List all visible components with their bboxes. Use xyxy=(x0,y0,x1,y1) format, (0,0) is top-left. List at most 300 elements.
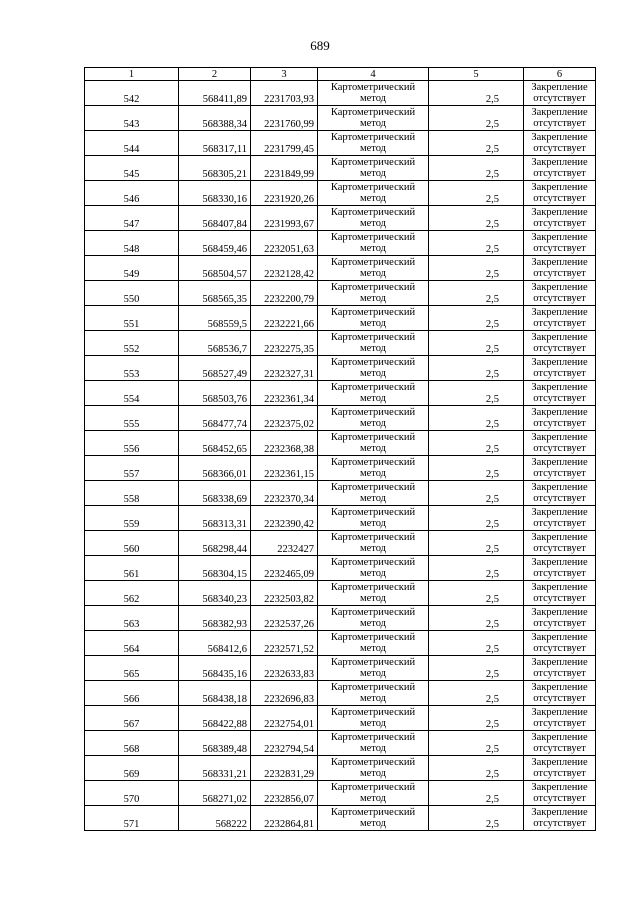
precision-cell: 2,5 xyxy=(429,481,524,506)
method-cell xyxy=(318,481,429,506)
fixing-line: Закрепление xyxy=(531,732,588,743)
y-coordinate-cell: 2231799,45 xyxy=(251,131,318,156)
fixing-cell xyxy=(524,431,596,456)
method-cell xyxy=(318,556,429,581)
fixing-line: отсутствует xyxy=(533,318,586,329)
table-row xyxy=(85,631,596,656)
fixing-cell xyxy=(524,81,596,106)
precision-cell: 2,5 xyxy=(429,706,524,731)
fixing-cell xyxy=(524,331,596,356)
precision-cell: 2,5 xyxy=(429,581,524,606)
x-coordinate-cell: 568459,46 xyxy=(179,231,251,256)
method-cell xyxy=(318,581,429,606)
fixing-cell xyxy=(524,281,596,306)
table-row xyxy=(85,681,596,706)
fixing-line: отсутствует xyxy=(533,93,586,104)
x-coordinate-cell: 568330,16 xyxy=(179,181,251,206)
table-row xyxy=(85,81,596,106)
method-line: метод xyxy=(359,743,387,754)
method-cell xyxy=(318,356,429,381)
method-line: Картометрический xyxy=(330,707,416,718)
table-row xyxy=(85,331,596,356)
precision-cell: 2,5 xyxy=(429,106,524,131)
fixing-line: Закрепление xyxy=(531,207,588,218)
x-coordinate-cell: 568438,18 xyxy=(179,681,251,706)
fixing-line: Закрепление xyxy=(531,657,588,668)
fixing-line: Закрепление xyxy=(531,357,588,368)
table-row xyxy=(85,156,596,181)
method-line: Картометрический xyxy=(330,757,416,768)
method-line: Картометрический xyxy=(330,457,416,468)
fixing-line: Закрепление xyxy=(531,232,588,243)
x-coordinate-cell: 568317,11 xyxy=(179,131,251,156)
fixing-line: отсутствует xyxy=(533,793,586,804)
fixing-line: отсутствует xyxy=(533,418,586,429)
point-number-cell: 555 xyxy=(85,406,179,431)
fixing-line: Закрепление xyxy=(531,607,588,618)
y-coordinate-cell: 2232275,35 xyxy=(251,331,318,356)
fixing-cell xyxy=(524,706,596,731)
table-row xyxy=(85,556,596,581)
table-row xyxy=(85,131,596,156)
point-number-cell: 545 xyxy=(85,156,179,181)
method-cell xyxy=(318,256,429,281)
method-cell xyxy=(318,731,429,756)
method-line: Картометрический xyxy=(330,107,416,118)
fixing-line: отсутствует xyxy=(533,543,586,554)
fixing-line: Закрепление xyxy=(531,157,588,168)
method-line: метод xyxy=(359,643,387,654)
method-line: Картометрический xyxy=(330,507,416,518)
fixing-line: Закрепление xyxy=(531,582,588,593)
point-number-cell: 553 xyxy=(85,356,179,381)
point-number-cell: 549 xyxy=(85,256,179,281)
table-row xyxy=(85,781,596,806)
precision-cell: 2,5 xyxy=(429,806,524,831)
fixing-cell xyxy=(524,731,596,756)
precision-cell: 2,5 xyxy=(429,631,524,656)
fixing-cell xyxy=(524,381,596,406)
precision-cell: 2,5 xyxy=(429,756,524,781)
method-cell xyxy=(318,531,429,556)
point-number-cell: 548 xyxy=(85,231,179,256)
point-number-cell: 566 xyxy=(85,681,179,706)
x-coordinate-cell: 568527,49 xyxy=(179,356,251,381)
y-coordinate-cell: 2232221,66 xyxy=(251,306,318,331)
x-coordinate-cell: 568435,16 xyxy=(179,656,251,681)
fixing-cell xyxy=(524,806,596,831)
point-number-cell: 565 xyxy=(85,656,179,681)
y-coordinate-cell: 2232571,52 xyxy=(251,631,318,656)
method-line: метод xyxy=(359,93,387,104)
method-line: Картометрический xyxy=(330,732,416,743)
precision-cell: 2,5 xyxy=(429,156,524,181)
method-line: метод xyxy=(359,368,387,379)
x-coordinate-cell: 568559,5 xyxy=(179,306,251,331)
method-cell xyxy=(318,181,429,206)
fixing-cell xyxy=(524,681,596,706)
method-cell xyxy=(318,606,429,631)
fixing-line: отсутствует xyxy=(533,243,586,254)
x-coordinate-cell: 568298,44 xyxy=(179,531,251,556)
y-coordinate-cell: 2232856,07 xyxy=(251,781,318,806)
fixing-cell xyxy=(524,156,596,181)
fixing-cell xyxy=(524,756,596,781)
table-row xyxy=(85,481,596,506)
y-coordinate-cell: 2232696,83 xyxy=(251,681,318,706)
fixing-line: отсутствует xyxy=(533,168,586,179)
fixing-line: Закрепление xyxy=(531,782,588,793)
fixing-cell xyxy=(524,631,596,656)
y-coordinate-cell: 2231993,67 xyxy=(251,206,318,231)
point-number-cell: 567 xyxy=(85,706,179,731)
x-coordinate-cell: 568504,57 xyxy=(179,256,251,281)
fixing-line: отсутствует xyxy=(533,743,586,754)
y-coordinate-cell: 2232051,63 xyxy=(251,231,318,256)
fixing-line: отсутствует xyxy=(533,468,586,479)
y-coordinate-cell: 2232831,29 xyxy=(251,756,318,781)
fixing-cell xyxy=(524,781,596,806)
table-row xyxy=(85,381,596,406)
point-number-cell: 543 xyxy=(85,106,179,131)
method-line: метод xyxy=(359,418,387,429)
x-coordinate-cell: 568331,21 xyxy=(179,756,251,781)
method-cell xyxy=(318,331,429,356)
fixing-line: Закрепление xyxy=(531,107,588,118)
precision-cell: 2,5 xyxy=(429,281,524,306)
method-cell xyxy=(318,706,429,731)
method-cell xyxy=(318,631,429,656)
fixing-cell xyxy=(524,131,596,156)
fixing-line: Закрепление xyxy=(531,557,588,568)
column-header: 2 xyxy=(179,68,251,81)
method-line: Картометрический xyxy=(330,257,416,268)
fixing-line: Закрепление xyxy=(531,82,588,93)
point-number-cell: 554 xyxy=(85,381,179,406)
page-number: 689 xyxy=(310,38,330,53)
y-coordinate-cell: 2231760,99 xyxy=(251,106,318,131)
method-cell xyxy=(318,781,429,806)
y-coordinate-cell: 2232390,42 xyxy=(251,506,318,531)
precision-cell: 2,5 xyxy=(429,431,524,456)
x-coordinate-cell: 568389,48 xyxy=(179,731,251,756)
x-coordinate-cell: 568366,01 xyxy=(179,456,251,481)
method-line: метод xyxy=(359,543,387,554)
fixing-cell xyxy=(524,206,596,231)
point-number-cell: 569 xyxy=(85,756,179,781)
y-coordinate-cell: 2232465,09 xyxy=(251,556,318,581)
point-number-cell: 561 xyxy=(85,556,179,581)
method-line: Картометрический xyxy=(330,157,416,168)
table-row xyxy=(85,306,596,331)
fixing-line: Закрепление xyxy=(531,407,588,418)
method-line: метод xyxy=(359,693,387,704)
precision-cell: 2,5 xyxy=(429,406,524,431)
fixing-cell xyxy=(524,606,596,631)
table-row xyxy=(85,581,596,606)
method-line: Картометрический xyxy=(330,282,416,293)
fixing-line: отсутствует xyxy=(533,593,586,604)
fixing-line: Закрепление xyxy=(531,632,588,643)
fixing-line: Закрепление xyxy=(531,482,588,493)
y-coordinate-cell: 2232427 xyxy=(251,531,318,556)
point-number-cell: 552 xyxy=(85,331,179,356)
x-coordinate-cell: 568503,76 xyxy=(179,381,251,406)
precision-cell: 2,5 xyxy=(429,181,524,206)
table-row xyxy=(85,231,596,256)
table-row xyxy=(85,206,596,231)
method-line: Картометрический xyxy=(330,407,416,418)
y-coordinate-cell: 2232361,15 xyxy=(251,456,318,481)
x-coordinate-cell: 568271,02 xyxy=(179,781,251,806)
method-line: метод xyxy=(359,618,387,629)
fixing-line: Закрепление xyxy=(531,807,588,818)
method-line: метод xyxy=(359,593,387,604)
x-coordinate-cell: 568536,7 xyxy=(179,331,251,356)
table-row xyxy=(85,256,596,281)
method-line: Картометрический xyxy=(330,432,416,443)
method-line: метод xyxy=(359,343,387,354)
method-cell xyxy=(318,456,429,481)
column-header: 5 xyxy=(429,68,524,81)
x-coordinate-cell: 568388,34 xyxy=(179,106,251,131)
method-cell xyxy=(318,406,429,431)
fixing-line: отсутствует xyxy=(533,643,586,654)
fixing-line: Закрепление xyxy=(531,382,588,393)
fixing-line: отсутствует xyxy=(533,143,586,154)
method-line: метод xyxy=(359,493,387,504)
fixing-line: отсутствует xyxy=(533,268,586,279)
table-row xyxy=(85,606,596,631)
precision-cell: 2,5 xyxy=(429,356,524,381)
y-coordinate-cell: 2232794,54 xyxy=(251,731,318,756)
table-row xyxy=(85,731,596,756)
x-coordinate-cell: 568412,6 xyxy=(179,631,251,656)
fixing-line: отсутствует xyxy=(533,618,586,629)
table-row xyxy=(85,281,596,306)
x-coordinate-cell: 568304,15 xyxy=(179,556,251,581)
precision-cell: 2,5 xyxy=(429,306,524,331)
method-cell xyxy=(318,431,429,456)
y-coordinate-cell: 2232537,26 xyxy=(251,606,318,631)
fixing-cell xyxy=(524,356,596,381)
method-line: Картометрический xyxy=(330,657,416,668)
fixing-line: Закрепление xyxy=(531,307,588,318)
method-line: метод xyxy=(359,268,387,279)
fixing-line: отсутствует xyxy=(533,343,586,354)
table-row xyxy=(85,431,596,456)
method-cell xyxy=(318,681,429,706)
method-cell xyxy=(318,131,429,156)
method-cell xyxy=(318,206,429,231)
method-line: метод xyxy=(359,143,387,154)
point-number-cell: 542 xyxy=(85,81,179,106)
method-cell xyxy=(318,156,429,181)
fixing-cell xyxy=(524,406,596,431)
method-line: метод xyxy=(359,668,387,679)
fixing-line: отсутствует xyxy=(533,218,586,229)
y-coordinate-cell: 2231849,99 xyxy=(251,156,318,181)
fixing-cell xyxy=(524,256,596,281)
precision-cell: 2,5 xyxy=(429,781,524,806)
y-coordinate-cell: 2232754,01 xyxy=(251,706,318,731)
method-line: Картометрический xyxy=(330,682,416,693)
x-coordinate-cell: 568422,88 xyxy=(179,706,251,731)
method-line: Картометрический xyxy=(330,182,416,193)
fixing-line: отсутствует xyxy=(533,493,586,504)
point-number-cell: 556 xyxy=(85,431,179,456)
point-number-cell: 551 xyxy=(85,306,179,331)
point-number-cell: 560 xyxy=(85,531,179,556)
table-row xyxy=(85,456,596,481)
point-number-cell: 557 xyxy=(85,456,179,481)
method-line: метод xyxy=(359,793,387,804)
point-number-cell: 550 xyxy=(85,281,179,306)
method-line: Картометрический xyxy=(330,807,416,818)
point-number-cell: 544 xyxy=(85,131,179,156)
fixing-line: отсутствует xyxy=(533,293,586,304)
method-line: Картометрический xyxy=(330,632,416,643)
method-cell xyxy=(318,806,429,831)
method-line: метод xyxy=(359,193,387,204)
method-cell xyxy=(318,656,429,681)
x-coordinate-cell: 568313,31 xyxy=(179,506,251,531)
fixing-line: Закрепление xyxy=(531,432,588,443)
method-cell xyxy=(318,231,429,256)
method-line: Картометрический xyxy=(330,382,416,393)
fixing-line: отсутствует xyxy=(533,368,586,379)
x-coordinate-cell: 568382,93 xyxy=(179,606,251,631)
table-row xyxy=(85,806,596,831)
method-line: Картометрический xyxy=(330,782,416,793)
method-line: метод xyxy=(359,818,387,829)
fixing-cell xyxy=(524,656,596,681)
column-header: 1 xyxy=(85,68,179,81)
fixing-line: отсутствует xyxy=(533,518,586,529)
coordinates-table xyxy=(84,67,596,831)
fixing-line: Закрепление xyxy=(531,707,588,718)
fixing-line: Закрепление xyxy=(531,757,588,768)
method-cell xyxy=(318,381,429,406)
fixing-line: отсутствует xyxy=(533,443,586,454)
method-line: Картометрический xyxy=(330,207,416,218)
precision-cell: 2,5 xyxy=(429,381,524,406)
precision-cell: 2,5 xyxy=(429,131,524,156)
fixing-line: Закрепление xyxy=(531,332,588,343)
precision-cell: 2,5 xyxy=(429,656,524,681)
method-line: метод xyxy=(359,718,387,729)
y-coordinate-cell: 2231703,93 xyxy=(251,81,318,106)
fixing-cell xyxy=(524,231,596,256)
table-header-row xyxy=(85,68,596,81)
method-line: Картометрический xyxy=(330,357,416,368)
column-header: 4 xyxy=(318,68,429,81)
fixing-line: отсутствует xyxy=(533,568,586,579)
precision-cell: 2,5 xyxy=(429,556,524,581)
fixing-line: отсутствует xyxy=(533,818,586,829)
fixing-line: Закрепление xyxy=(531,132,588,143)
point-number-cell: 547 xyxy=(85,206,179,231)
fixing-cell xyxy=(524,181,596,206)
x-coordinate-cell: 568338,69 xyxy=(179,481,251,506)
table-row xyxy=(85,756,596,781)
method-cell xyxy=(318,281,429,306)
method-line: метод xyxy=(359,568,387,579)
method-line: метод xyxy=(359,768,387,779)
method-line: метод xyxy=(359,218,387,229)
method-cell xyxy=(318,756,429,781)
fixing-line: Закрепление xyxy=(531,532,588,543)
method-line: Картометрический xyxy=(330,307,416,318)
fixing-line: отсутствует xyxy=(533,693,586,704)
fixing-line: Закрепление xyxy=(531,507,588,518)
table-row xyxy=(85,181,596,206)
point-number-cell: 562 xyxy=(85,581,179,606)
method-line: Картометрический xyxy=(330,232,416,243)
method-cell xyxy=(318,81,429,106)
fixing-line: отсутствует xyxy=(533,118,586,129)
column-header: 3 xyxy=(251,68,318,81)
precision-cell: 2,5 xyxy=(429,231,524,256)
x-coordinate-cell: 568565,35 xyxy=(179,281,251,306)
precision-cell: 2,5 xyxy=(429,206,524,231)
method-cell xyxy=(318,506,429,531)
precision-cell: 2,5 xyxy=(429,331,524,356)
precision-cell: 2,5 xyxy=(429,506,524,531)
y-coordinate-cell: 2232327,31 xyxy=(251,356,318,381)
fixing-cell xyxy=(524,481,596,506)
fixing-cell xyxy=(524,581,596,606)
table-body xyxy=(85,68,596,831)
table-row xyxy=(85,506,596,531)
point-number-cell: 564 xyxy=(85,631,179,656)
y-coordinate-cell: 2232370,34 xyxy=(251,481,318,506)
method-cell xyxy=(318,106,429,131)
fixing-line: Закрепление xyxy=(531,682,588,693)
x-coordinate-cell: 568407,84 xyxy=(179,206,251,231)
method-line: Картометрический xyxy=(330,132,416,143)
method-line: метод xyxy=(359,168,387,179)
method-cell xyxy=(318,306,429,331)
fixing-cell xyxy=(524,506,596,531)
column-header: 6 xyxy=(524,68,596,81)
point-number-cell: 546 xyxy=(85,181,179,206)
fixing-line: Закрепление xyxy=(531,257,588,268)
fixing-cell xyxy=(524,306,596,331)
method-line: Картометрический xyxy=(330,582,416,593)
y-coordinate-cell: 2232361,34 xyxy=(251,381,318,406)
point-number-cell: 559 xyxy=(85,506,179,531)
precision-cell: 2,5 xyxy=(429,81,524,106)
fixing-line: отсутствует xyxy=(533,193,586,204)
x-coordinate-cell: 568222 xyxy=(179,806,251,831)
table-row xyxy=(85,356,596,381)
x-coordinate-cell: 568452,65 xyxy=(179,431,251,456)
y-coordinate-cell: 2232375,02 xyxy=(251,406,318,431)
fixing-line: Закрепление xyxy=(531,182,588,193)
method-line: метод xyxy=(359,443,387,454)
x-coordinate-cell: 568340,23 xyxy=(179,581,251,606)
precision-cell: 2,5 xyxy=(429,681,524,706)
fixing-line: отсутствует xyxy=(533,393,586,404)
method-line: метод xyxy=(359,293,387,304)
x-coordinate-cell: 568477,74 xyxy=(179,406,251,431)
precision-cell: 2,5 xyxy=(429,531,524,556)
fixing-line: Закрепление xyxy=(531,282,588,293)
y-coordinate-cell: 2232503,82 xyxy=(251,581,318,606)
y-coordinate-cell: 2232633,83 xyxy=(251,656,318,681)
fixing-cell xyxy=(524,456,596,481)
